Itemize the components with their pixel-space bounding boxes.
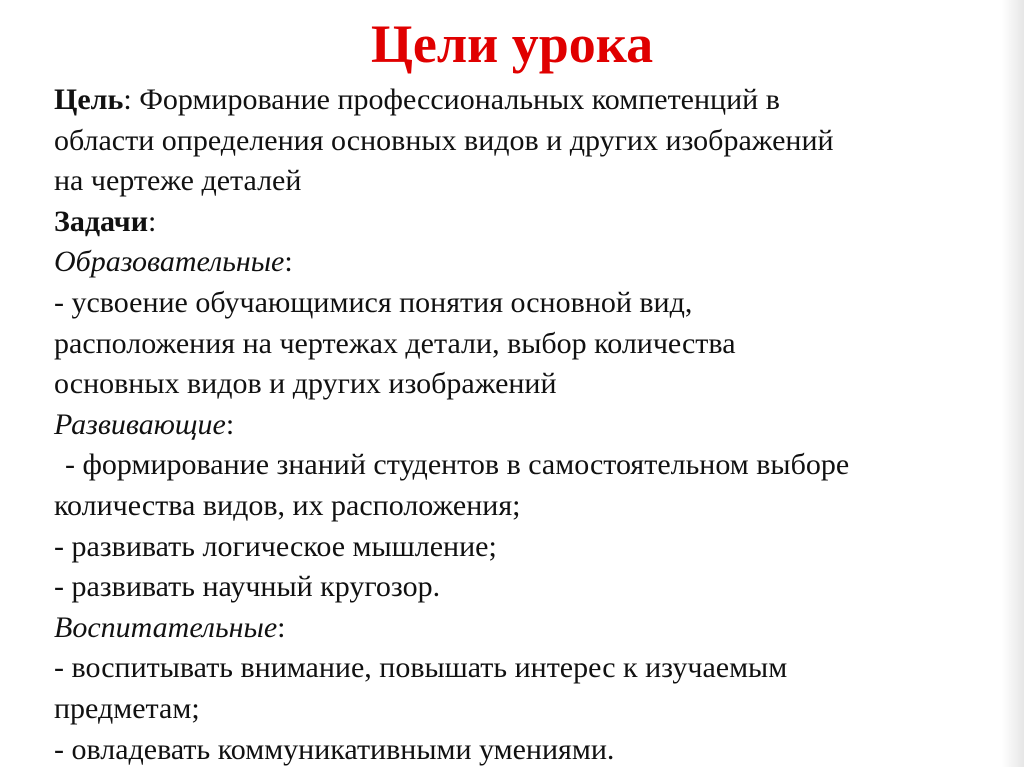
developing-line-2: количества видов, их расположения; <box>54 488 521 522</box>
goal-line-3: на чертеже деталей <box>54 164 302 198</box>
educational-line-3: основных видов и других изображений <box>54 367 557 401</box>
developing-label: Развивающие <box>54 407 226 441</box>
goal-text-1: Формирование профессиональных компетенций в <box>131 83 780 116</box>
educational-heading <box>54 242 1004 283</box>
developing-colon: : <box>225 407 235 441</box>
upbringing-line-2: предметам; <box>54 691 200 725</box>
educational-line-1: - усвоение обучающимися понятия основной вид, <box>54 285 693 319</box>
educational-colon: : <box>284 245 293 279</box>
educational-line-2: расположения на чертежах детали, выбор количества <box>54 326 736 360</box>
upbringing-line-3: - овладевать коммуникативными умениями. <box>54 732 615 766</box>
upbringing-colon: : <box>277 610 286 644</box>
educational-label: Образовательные <box>54 245 285 279</box>
tasks-heading <box>54 202 1004 243</box>
tasks-label: Задачи <box>54 204 149 238</box>
slide-edge-shadow <box>1002 0 1024 767</box>
goal-line-2: области определения основных видов и других изображений <box>54 123 834 157</box>
tasks-colon: : <box>148 204 157 238</box>
developing-line-1: - формирование знаний студентов в самостоятельном выборе <box>65 448 850 482</box>
developing-line-4: - развивать научный кругозор. <box>54 570 441 604</box>
goal-colon: : <box>123 83 132 116</box>
goal-label: Цель <box>54 83 124 116</box>
upbringing-line-1: - воспитывать внимание, повышать интерес к изучаемым <box>54 651 788 685</box>
slide-body <box>54 80 1004 767</box>
slide-title: Цели урока <box>370 14 654 74</box>
developing-heading <box>54 405 1004 446</box>
developing-line-3: - развивать логическое мышление; <box>54 529 497 563</box>
upbringing-heading <box>54 608 1004 649</box>
upbringing-label: Воспитательные <box>54 610 278 644</box>
goal-line-1 <box>54 80 1004 121</box>
